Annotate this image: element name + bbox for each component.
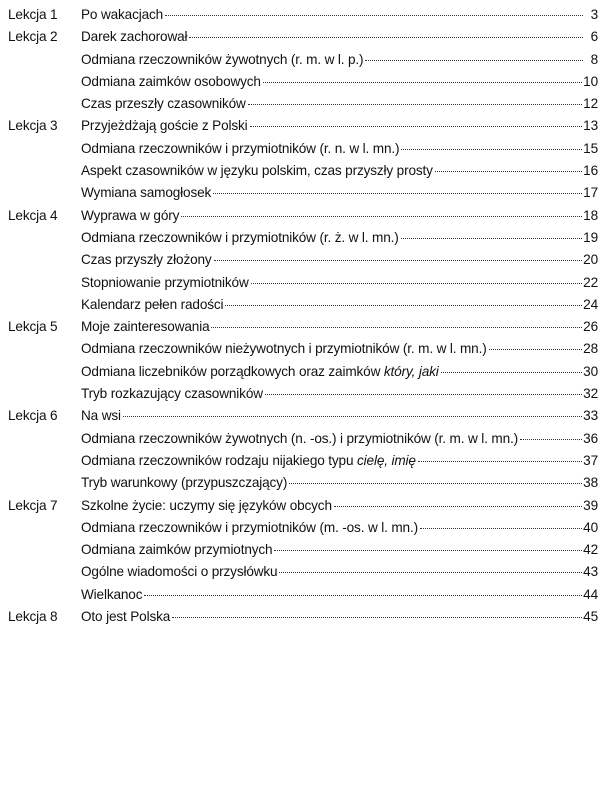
entry-title [81, 316, 210, 338]
page-number: 40 [583, 519, 598, 535]
page-number: 17 [583, 185, 598, 201]
page-number: 24 [583, 296, 598, 312]
page-number: 42 [583, 542, 598, 558]
entry-title-text: Oto jest Polska [81, 609, 171, 625]
dot-leader [213, 179, 582, 194]
dot-leader [365, 46, 583, 61]
dot-leader [435, 157, 582, 172]
entry-title [81, 539, 273, 561]
page-number: 16 [583, 163, 598, 179]
dot-leader [401, 224, 583, 239]
entry-title [81, 606, 171, 628]
dot-leader [123, 402, 582, 417]
toc-row [8, 606, 598, 628]
page-number: 6 [590, 29, 598, 45]
page-number: 30 [583, 363, 598, 379]
entry-title [81, 138, 400, 160]
page-number: 32 [583, 386, 598, 402]
entry-title-text: Tryb warunkowy (przypuszczający) [81, 475, 288, 491]
entry-title-text: Wielkanoc [81, 586, 143, 602]
page-number: 36 [583, 430, 598, 446]
page-number: 28 [583, 341, 598, 357]
entry-title-text: Aspekt czasowników w języku polskim, czas przyszły prosty [81, 163, 433, 179]
entry-title-text: Odmiana rzeczowników rodzaju nijakiego typu [81, 452, 354, 468]
dot-leader [181, 202, 582, 217]
entry-title-text: Odmiana rzeczowników i przymiotników (r. ż. w l. mn.) [81, 229, 399, 245]
page-number: 38 [583, 475, 598, 491]
page-number: 26 [583, 319, 598, 335]
entry-title-text: Odmiana rzeczowników żywotnych (n. -os.) i przymiotników (r. m. w l. mn.) [81, 430, 518, 446]
entry-title-text: Odmiana rzeczowników i przymiotników (m. -os. w l. mn.) [81, 519, 418, 535]
entry-title-text: Odmiana rzeczowników żywotnych (r. m. w l. p.) [81, 51, 364, 67]
dot-leader [189, 23, 583, 38]
lesson-label: Lekcja 2 [8, 29, 58, 45]
entry-title-text: Stopniowanie przymiotników [81, 274, 249, 290]
lesson-label: Lekcja 1 [8, 7, 58, 22]
dot-leader [274, 536, 582, 551]
entry-title-text: Odmiana liczebników porządkowych oraz zaimków [81, 363, 381, 379]
entry-title-text: Wyprawa w góry [81, 207, 180, 223]
lesson-label: Lekcja 3 [8, 118, 58, 134]
dot-leader [251, 269, 583, 284]
entry-title [81, 294, 224, 316]
entry-title [81, 405, 122, 427]
entry-title [81, 115, 249, 137]
entry-title-italic: który, jaki [383, 363, 439, 379]
dot-leader [172, 603, 582, 618]
toc-row [8, 405, 598, 427]
entry-title-text: Przyjeżdżają goście z Polski [81, 118, 248, 134]
entry-title [81, 205, 180, 227]
dot-leader [250, 112, 583, 127]
dot-leader [334, 492, 582, 507]
entry-title-text: Wymiana samogłosek [81, 185, 212, 201]
entry-title-text: Odmiana zaimków przymiotnych [81, 542, 273, 558]
entry-title-text: Szkolne życie: uczymy się języków obcych [81, 497, 332, 513]
entry-title-italic: cielę, imię [357, 452, 416, 468]
entry-title [81, 495, 333, 517]
page-number: 43 [583, 564, 598, 580]
entry-title [81, 93, 247, 115]
entry-title-text: Odmiana rzeczowników i przymiotników (r. n. w l. mn.) [81, 140, 400, 156]
entry-title [81, 272, 250, 294]
entry-title-text: Czas przeszły czasowników [81, 96, 246, 112]
page-number: 18 [583, 207, 598, 223]
lesson-label: Lekcja 5 [8, 319, 58, 335]
page-number: 39 [583, 497, 598, 513]
entry-title [81, 71, 262, 93]
entry-title-text: Odmiana rzeczowników nieżywotnych i przymiotników (r. m. w l. mn.) [81, 341, 487, 357]
page-number: 12 [583, 96, 598, 112]
page-number: 22 [583, 274, 598, 290]
entry-title [81, 472, 288, 494]
dot-leader [211, 313, 582, 328]
entry-title-text: Moje zainteresowania [81, 319, 210, 335]
dot-leader [144, 581, 582, 596]
entry-title-text: Odmiana zaimków osobowych [81, 73, 261, 89]
lesson-label: Lekcja 6 [8, 408, 58, 424]
page-number: 10 [583, 73, 598, 89]
dot-leader [489, 335, 583, 350]
toc-entry[interactable] [81, 606, 598, 628]
entry-title-text: Na wsi [81, 408, 121, 424]
entry-title [81, 26, 188, 48]
page-number: 33 [583, 408, 598, 424]
page-number: 20 [583, 252, 598, 268]
entry-title-text: Tryb rozkazujący czasowników [81, 386, 263, 402]
entry-title-text: Darek zachorował [81, 29, 188, 45]
page-number: 37 [583, 452, 598, 468]
entry-title-text: Czas przyszły złożony [81, 252, 212, 268]
entry-title [81, 4, 164, 26]
page-number: 13 [583, 118, 598, 134]
table-of-contents [8, 4, 598, 628]
dot-leader [289, 469, 582, 484]
entry-title [81, 249, 213, 271]
dot-leader [441, 358, 583, 373]
page-number: 19 [583, 229, 598, 245]
entry-title-text: Po wakacjach [81, 7, 164, 22]
dot-leader [520, 425, 582, 440]
dot-leader [263, 68, 582, 83]
dot-leader [265, 380, 582, 395]
entry-title-text: Ogólne wiadomości o przysłówku [81, 564, 278, 580]
entry-title [81, 338, 488, 360]
lesson-label: Lekcja 7 [8, 497, 58, 513]
dot-leader [214, 246, 583, 261]
entry-title-text: Kalendarz pełen radości [81, 296, 224, 312]
page-number: 45 [583, 609, 598, 625]
lesson-label: Lekcja 4 [8, 207, 58, 223]
dot-leader [248, 90, 582, 105]
dot-leader [401, 135, 582, 150]
dot-leader [420, 514, 582, 529]
entry-title [81, 584, 143, 606]
dot-leader [165, 1, 583, 16]
page-number: 8 [590, 51, 598, 67]
page-number: 3 [590, 7, 598, 22]
page-number: 15 [583, 140, 598, 156]
lesson-label: Lekcja 8 [8, 609, 58, 625]
page-number: 44 [583, 586, 598, 602]
dot-leader [418, 447, 582, 462]
dot-leader [225, 291, 582, 306]
dot-leader [279, 558, 582, 573]
